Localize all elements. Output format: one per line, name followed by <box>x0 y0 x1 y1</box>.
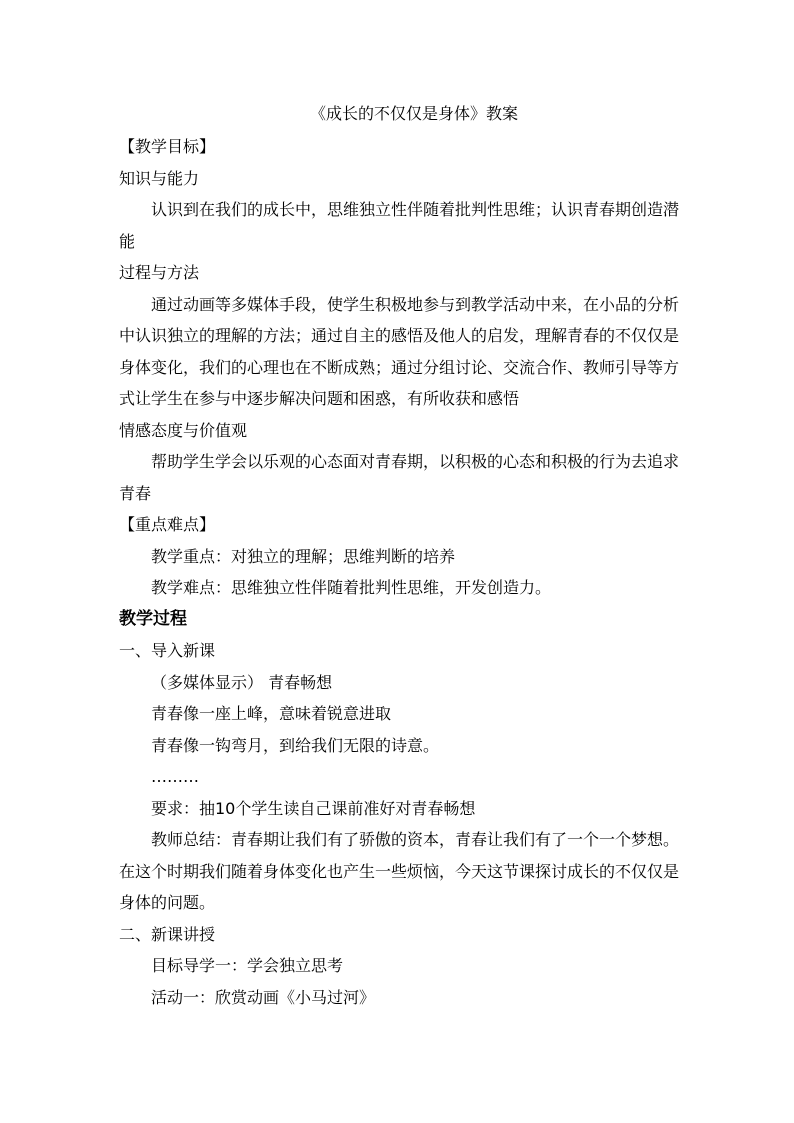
knowledge-text: 认识到在我们的成长中，思维独立性伴随着批判性思维；认识青春期创造潜能 <box>119 200 680 251</box>
process-heading: 过程与方法 <box>119 263 200 282</box>
part1-summary: 教师总结：青春期让我们有了骄傲的资本，青春让我们有了一个一个梦想。在这个时期我们随着身体变化也产生一些烦恼，今天这节课探讨成长的不仅仅是身体的问题。 <box>119 830 680 912</box>
key-difficulty: 教学难点：思维独立性伴随着批判性思维，开发创造力。 <box>151 578 552 597</box>
process-text: 通过动画等多媒体手段，使学生积极地参与到教学活动中来，在小品的分析中认识独立的理解的方法；通过自主的感悟及他人的启发，理解青春的不仅仅是身体变化，我们的心理也在不断成熟；通过分组讨论、交流合作、教师引导等方式让学生在参与中逐步解决问题和困惑，有所收获和感悟 <box>119 294 680 408</box>
emotion-text: 帮助学生学会以乐观的心态面对青春期，以积极的心态和积极的行为去追求青春 <box>119 452 680 503</box>
part1-line1: 青春像一座上峰，意味着锐意进取 <box>151 704 392 723</box>
part1-line2: 青春像一钩弯月，到给我们无限的诗意。 <box>151 735 440 755</box>
part2-heading: 二、新课讲授 <box>119 924 216 944</box>
document-title: 《成长的不仅仅是身体》教案 <box>309 104 518 123</box>
document-page <box>119 97 679 1013</box>
part1-multimedia: （多媒体显示） 青春畅想 <box>151 672 333 692</box>
key-focus: 教学重点：对独立的理解；思维判断的培养 <box>151 546 456 566</box>
teaching-process-heading: 教学过程 <box>119 608 187 629</box>
objectives-heading: 【教学目标】 <box>119 137 216 156</box>
part2-goal: 目标导学一：学会独立思考 <box>151 956 344 975</box>
keypoints-heading: 【重点难点】 <box>119 515 216 534</box>
knowledge-heading: 知识与能力 <box>119 168 200 188</box>
part1-heading: 一、导入新课 <box>119 641 216 660</box>
part2-activity: 活动一：欣赏动画《小马过河》 <box>151 987 376 1007</box>
emotion-heading: 情感态度与价值观 <box>119 420 248 440</box>
part1-requirement: 要求：抽10个学生读自己课前准好对青春畅想 <box>151 798 476 818</box>
part1-ellipsis: ……… <box>151 767 199 786</box>
